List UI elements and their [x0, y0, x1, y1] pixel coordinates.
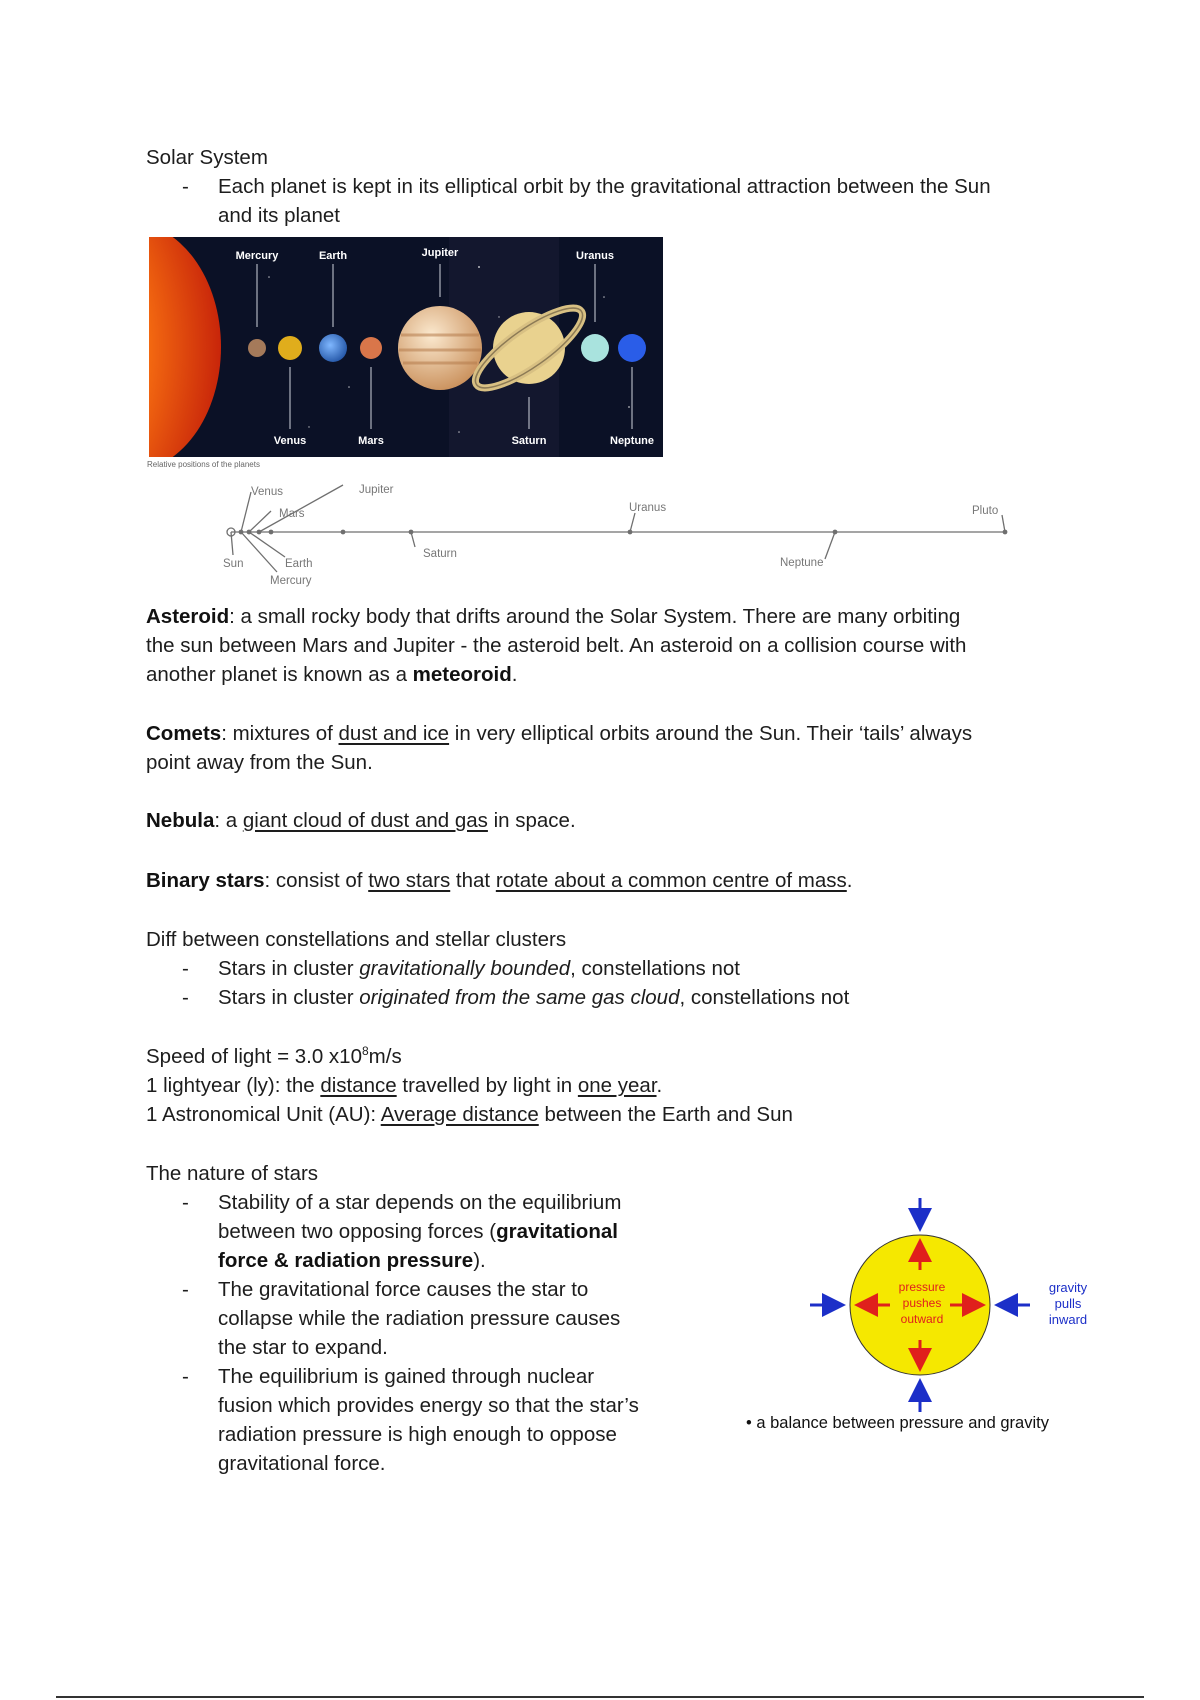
stars-bullet: - The gravitational force causes the star to collapse while the radiation pressure causes the star to expand.: [146, 1275, 706, 1362]
mars-shape: [360, 337, 382, 359]
footer-rule: [56, 1696, 1144, 1698]
comets-paragraph: Comets: mixtures of dust and ice in very elliptical orbits around the Sun. Their ‘tails’ always point away from the Sun.: [146, 722, 973, 774]
dist-label-neptune: Neptune: [780, 557, 824, 569]
venus-shape: [278, 336, 302, 360]
meteoroid-term: meteoroid: [412, 663, 512, 686]
label-earth: Earth: [318, 250, 348, 262]
nebula-paragraph: Nebula: a giant cloud of dust and gas in space.: [146, 809, 576, 832]
diff-list: [146, 954, 1106, 1012]
dist-label-jupiter: Jupiter: [359, 484, 394, 496]
jupiter-shape: [398, 306, 482, 390]
dist-label-sun: Sun: [223, 558, 244, 570]
solar-bullet-list: [146, 172, 1106, 230]
outer-label-3: inward: [1048, 1312, 1088, 1327]
binary-stars-paragraph: Binary stars: consist of two stars that rotate about a common centre of mass.: [146, 869, 853, 892]
binary-stars-term: Binary stars: [146, 869, 265, 892]
earth-shape: [319, 334, 347, 362]
asteroid-term: Asteroid: [146, 605, 230, 628]
dist-label-uranus: Uranus: [629, 502, 667, 514]
outer-label-1: gravity: [1048, 1280, 1088, 1295]
star-equilibrium-diagram: [740, 1188, 1110, 1438]
mercury-shape: [248, 339, 266, 357]
nebula-term: Nebula: [146, 809, 215, 832]
lightyear-definition: 1 lightyear (ly): the distance travelled by light in one year.: [146, 1074, 663, 1097]
distance-caption: Relative positions of the planets: [147, 460, 260, 469]
diagram-caption: • a balance between pressure and gravity: [746, 1414, 1049, 1432]
solar-system-image: [149, 237, 663, 457]
solar-system-heading: Solar System: [146, 146, 268, 169]
comets-term: Comets: [146, 722, 222, 745]
dist-label-earth: Earth: [285, 558, 313, 570]
label-saturn: Saturn: [511, 435, 547, 447]
label-jupiter: Jupiter: [421, 247, 459, 259]
label-venus: Venus: [273, 435, 307, 447]
speed-of-light: Speed of light = 3.0 $x10^8m/s$: [146, 1044, 402, 1068]
label-mercury: Mercury: [235, 250, 279, 262]
outer-label-2: pulls: [1054, 1296, 1082, 1311]
label-neptune: Neptune: [610, 435, 654, 447]
dist-label-saturn: Saturn: [423, 548, 457, 560]
uranus-shape: [581, 334, 609, 362]
dist-label-mercury: Mercury: [270, 575, 312, 587]
label-uranus: Uranus: [576, 250, 614, 262]
dist-label-pluto: Pluto: [972, 505, 999, 517]
asteroid-paragraph: Asteroid: a small rocky body that drifts around the Solar System. There are many orbiting the sun between Mars and Jupiter - the asteroid belt. An asteroid on a collision course with another planet is known as a meteoroid.: [146, 605, 967, 686]
dist-label-mars: Mars: [279, 508, 305, 520]
label-mars: Mars: [358, 435, 384, 447]
diff-item: - Stars in cluster originated from the same gas cloud, constellations not: [146, 983, 1106, 1012]
inner-label-1: pressure: [898, 1280, 946, 1294]
nature-of-stars-list: [146, 1188, 706, 1478]
diff-heading: Diff between constellations and stellar clusters: [146, 928, 567, 951]
nature-of-stars-heading: The nature of stars: [146, 1162, 319, 1185]
inner-label-3: outward: [900, 1312, 944, 1326]
diff-item: - Stars in cluster gravitationally bounded, constellations not: [146, 954, 1106, 983]
dist-label-venus: Venus: [251, 486, 283, 498]
light-definitions: [146, 1042, 1066, 1129]
neptune-shape: [618, 334, 646, 362]
stars-bullet: - Stability of a star depends on the equilibrium between two opposing forces (gravitational force & radiation pressure).: [146, 1188, 706, 1275]
planet-distance-diagram: [145, 459, 1015, 589]
au-definition: 1 Astronomical Unit (AU): Average distance between the Earth and Sun: [146, 1103, 793, 1126]
inner-label-2: pushes: [902, 1296, 942, 1310]
solar-bullet: - Each planet is kept in its elliptical orbit by the gravitational attraction between the Sun and its planet: [146, 172, 1106, 230]
stars-bullet: - The equilibrium is gained through nuclear fusion which provides energy so that the star’s radiation pressure is high enough to oppose gravitational force.: [146, 1362, 706, 1478]
